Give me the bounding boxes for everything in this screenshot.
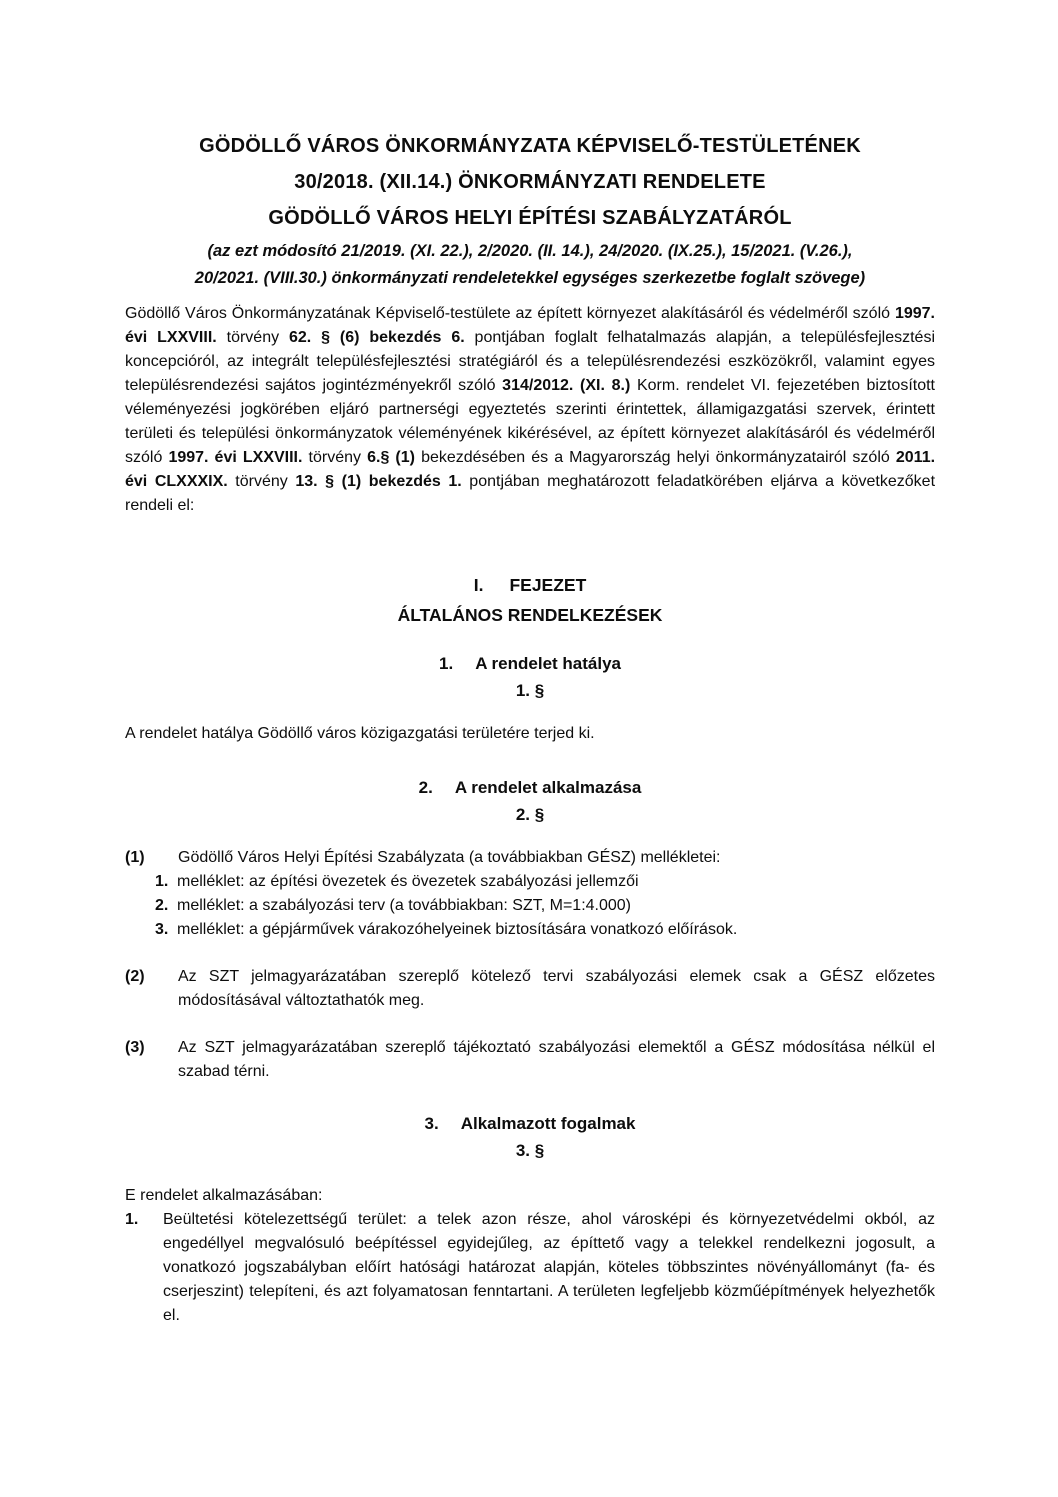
section-3-title: Alkalmazott fogalmak [460,1114,636,1133]
chapter-number-line [125,570,935,600]
section-2-number: 2. [418,778,433,797]
item-3-text: Az SZT jelmagyarázatában szereplő tájékoztató szabályozási elemektől a GÉSZ módosítása nélkül el szabad térni. [178,1039,935,1080]
section-2-paragraph-sign: 2. § [515,805,545,824]
document-title-line-2: 30/2018. (XII.14.) ÖNKORMÁNYZATI RENDELETE [294,171,766,193]
chapter-subtitle: ÁLTALÁNOS RENDELKEZÉSEK [397,605,663,625]
definitions-intro: E rendelet alkalmazásában: [125,1187,323,1204]
section-3-title-line [125,1110,935,1137]
definition-item-1 [125,1208,935,1328]
chapter-heading [125,570,935,630]
section-1-title-line [125,650,935,677]
definition-text-1: Beültetési kötelezettségű terület: a telek azon része, ahol városképi és környezetvédelmi okból, az engedéllyel megvalósuló beépítéssel egyidejűleg, az építtető vagy a telekkel rendelkezni jogosult, a vonatkozó jogszabályban előírt hatósági határozat alapján, köteles többszintes növényállományt (fa- és cserjeszint) telepíteni, és azt folyamatosan fenntartani. A területen legfeljebb közműépítmények helyezhetők el. [163,1211,935,1324]
section-1-body: A rendelet hatálya Gödöllő város közigazgatási területére terjed ki. [125,725,595,742]
section-3-number: 3. [424,1114,439,1133]
item-marker-1: (1) [125,849,145,866]
annex-item-3 [155,918,935,942]
item-2-text: Az SZT jelmagyarázatában szereplő kötelező tervi szabályozási elemek csak a GÉSZ előzetes módosításával változtathatók meg. [178,968,935,1009]
amendment-note [125,238,935,292]
annex-marker-1: 1. [155,873,169,890]
section-1-number: 1. [439,654,454,673]
list-item-2 [125,965,935,1013]
annex-sublist [155,870,935,942]
section-3-heading [125,1110,935,1164]
annex-marker-3: 3. [155,921,169,938]
chapter-number: I. [473,575,484,595]
definition-marker-1: 1. [125,1211,139,1228]
item-1-text: Gödöllő Város Helyi Építési Szabályzata (a továbbiakban GÉSZ) mellékletei: [178,849,721,866]
section-3-paragraph-sign: 3. § [515,1141,545,1160]
chapter-label: FEJEZET [509,575,587,595]
item-marker-2: (2) [125,968,145,985]
item-marker-3: (3) [125,1039,145,1056]
document-title [125,128,935,236]
preamble-paragraph: Gödöllő Város Önkormányzatának Képviselő-testülete az épített környezet alakításáról és védelméről szóló 1997. évi LXXVIII. törvény 62. § (6) bekezdés 6. pontjában foglalt felhatalmazás alapján, a településfejlesztési koncepcióról, az integrált településfejlesztési stratégiáról és a településrendezési eszközökről, valamint egyes településrendezési sajátos jogintézményekről szóló 314/2012. (XI. 8.) Korm. rendelet VI. fejezetében biztosított véleményezési jogkörében eljáró partnerségi egyeztetés szerinti érintettek, államigazgatási szervek, érintett területi és települési önkormányzatok véleményének kikérésével, az épített környezet alakításáról és védelméről szóló 1997. évi LXXVIII. törvény 6.§ (1) bekezdésében és a Magyarország helyi önkormányzatairól szóló 2011. évi CLXXXIX. törvény 13. § (1) bekezdés 1. pontjában meghatározott feladatkörében eljárva a következőket rendeli el: [125,305,936,514]
annex-marker-2: 2. [155,897,169,914]
annex-text-1: melléklet: az építési övezetek és övezetek szabályozási jellemzői [177,873,639,890]
document-content [125,128,935,1328]
document-title-line-3: GÖDÖLLŐ VÁROS HELYI ÉPÍTÉSI SZABÁLYZATÁRÓL [268,207,792,229]
document-title-line-1: GÖDÖLLŐ VÁROS ÖNKORMÁNYZATA KÉPVISELŐ-TESTÜLETÉNEK [199,135,861,157]
list-item-1 [125,846,935,870]
annex-text-2: melléklet: a szabályozási terv (a továbbiakban: SZT, M=1:4.000) [177,897,631,914]
section-1-title: A rendelet hatálya [475,654,621,673]
section-1-heading [125,650,935,704]
section-1-paragraph-sign: 1. § [515,681,545,700]
annex-item-2 [155,894,935,918]
section-2-heading [125,774,935,828]
amendment-note-line-1: (az ezt módosító 21/2019. (XI. 22.), 2/2020. (II. 14.), 24/2020. (IX.25.), 15/2021. (V.26.), [207,242,853,260]
amendment-note-line-2: 20/2021. (VIII.30.) önkormányzati rendeletekkel egységes szerkezetbe foglalt szövege) [194,269,866,287]
annex-text-3: melléklet: a gépjárművek várakozóhelyeinek biztosítására vonatkozó előírások. [177,921,738,938]
annex-item-1 [155,870,935,894]
list-item-3 [125,1036,935,1084]
section-2-title: A rendelet alkalmazása [454,778,642,797]
section-2-title-line [125,774,935,801]
